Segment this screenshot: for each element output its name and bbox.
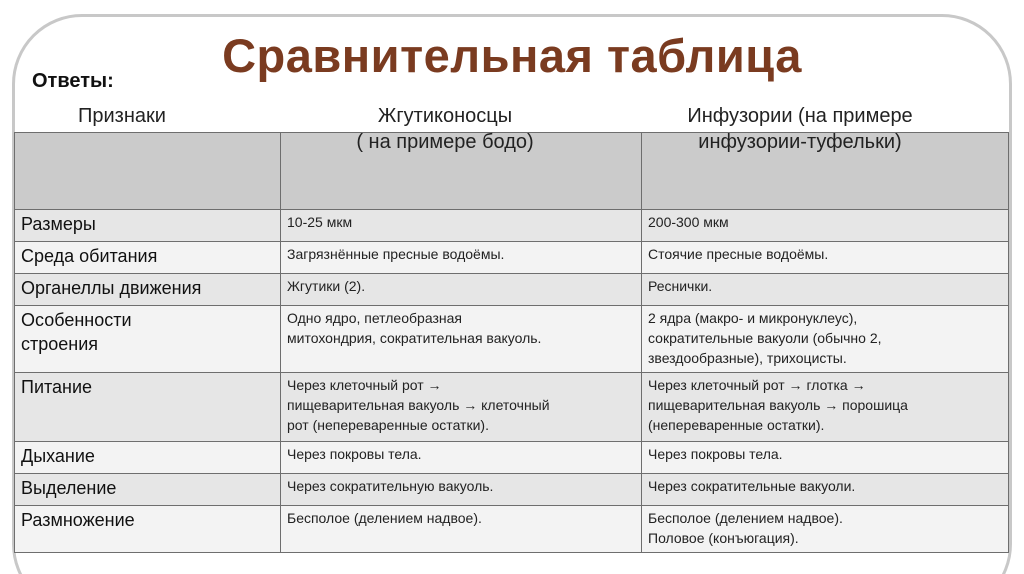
row-label: Выделение: [15, 474, 281, 506]
table-row-reproduction: [15, 506, 1009, 553]
column-heading-infusoria: [640, 103, 960, 155]
table-row-structure: [15, 306, 1009, 373]
column-heading-line: Жгутиконосцы: [377, 105, 513, 127]
column-heading-line: ( на примере бодо): [356, 131, 534, 153]
flagellates-value: Жгутики (2).: [281, 274, 642, 306]
column-heading-flagellates: [315, 103, 575, 155]
table-row-habitat: [15, 242, 1009, 274]
comparison-table: [14, 132, 1009, 553]
column-heading-line: инфузории-туфельки): [698, 131, 902, 153]
infusoria-value: Реснички.: [642, 274, 1009, 306]
value-line: Через клеточный рот →: [287, 377, 442, 393]
row-label: Дыхание: [15, 442, 281, 474]
row-label-line: Особенности: [21, 310, 132, 330]
column-heading-line: Инфузории (на примере: [687, 105, 913, 127]
value-line: Половое (конъюгация).: [648, 530, 799, 546]
table-row-locomotion: [15, 274, 1009, 306]
table-row-respiration: [15, 442, 1009, 474]
column-heading-feature: Признаки: [78, 105, 166, 127]
infusoria-value: 200-300 мкм: [642, 210, 1009, 242]
value-line: звездообразные), трихоцисты.: [648, 350, 847, 366]
row-label: Размеры: [15, 210, 281, 242]
value-line: 2 ядра (макро- и микронуклеус),: [648, 310, 858, 326]
table-row-size: [15, 210, 1009, 242]
row-label: [15, 306, 281, 373]
value-line: рот (непереваренные остатки).: [287, 417, 489, 433]
flagellates-value: Загрязнённые пресные водоёмы.: [281, 242, 642, 274]
row-label: Размножение: [15, 506, 281, 553]
infusoria-value: [642, 373, 1009, 442]
row-label: Питание: [15, 373, 281, 442]
flagellates-value: Бесполое (делением надвое).: [281, 506, 642, 553]
page-title: Сравнительная таблица: [222, 29, 802, 82]
flagellates-value: 10-25 мкм: [281, 210, 642, 242]
value-line: Бесполое (делением надвое).: [648, 510, 843, 526]
flagellates-value: [281, 373, 642, 442]
flagellates-value: Через сократительную вакуоль.: [281, 474, 642, 506]
infusoria-value: [642, 306, 1009, 373]
row-label-line: строения: [21, 334, 99, 354]
value-line: митохондрия, сократительная вакуоль.: [287, 330, 542, 346]
infusoria-value: Стоячие пресные водоёмы.: [642, 242, 1009, 274]
value-line: пищеварительная вакуоль → порошица: [648, 397, 908, 413]
infusoria-value: Через сократительные вакуоли.: [642, 474, 1009, 506]
value-line: пищеварительная вакуоль → клеточный: [287, 397, 550, 413]
table-row-excretion: [15, 474, 1009, 506]
value-line: Через клеточный рот → глотка →: [648, 377, 866, 393]
value-line: (непереваренные остатки).: [648, 417, 825, 433]
flagellates-value: [281, 306, 642, 373]
row-label: Среда обитания: [15, 242, 281, 274]
table-row-nutrition: [15, 373, 1009, 442]
infusoria-value: Через покровы тела.: [642, 442, 1009, 474]
infusoria-value: [642, 506, 1009, 553]
row-label: Органеллы движения: [15, 274, 281, 306]
value-line: сократительные вакуоли (обычно 2,: [648, 330, 882, 346]
answers-label: Ответы:: [32, 70, 114, 92]
flagellates-value: Через покровы тела.: [281, 442, 642, 474]
header-cell-feature: [15, 133, 281, 210]
value-line: Одно ядро, петлеобразная: [287, 310, 462, 326]
